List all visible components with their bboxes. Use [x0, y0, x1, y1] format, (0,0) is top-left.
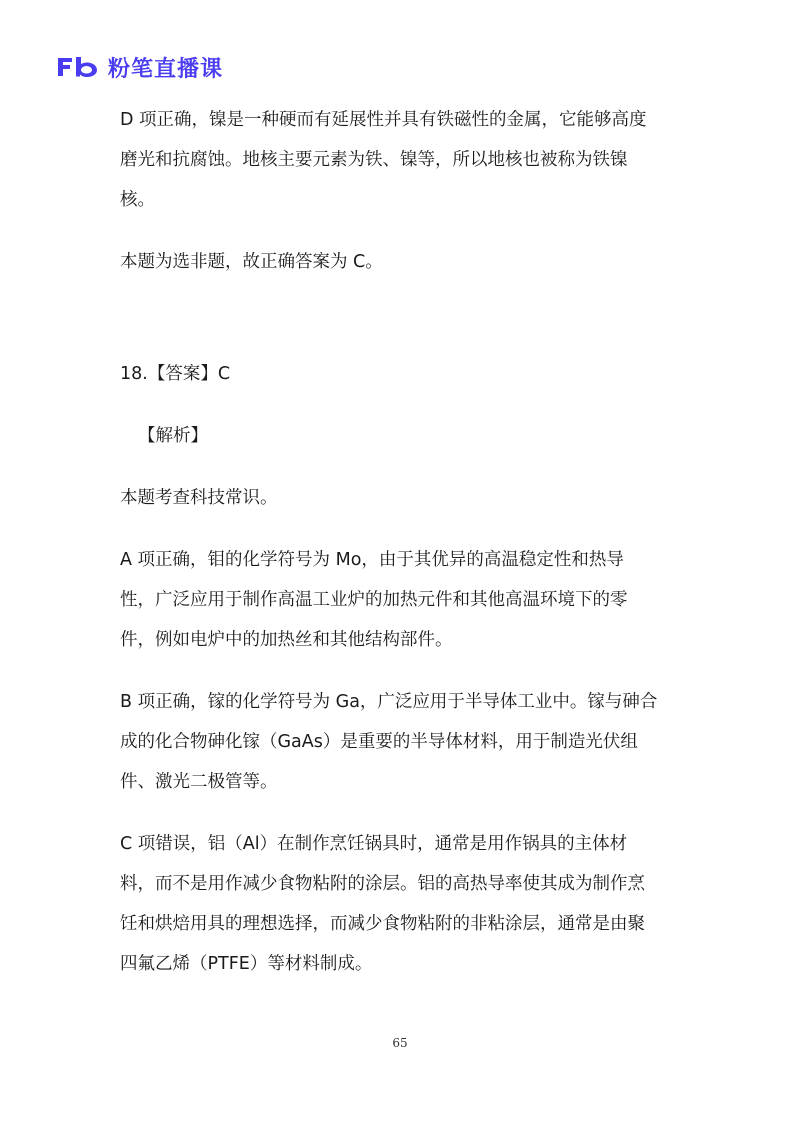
text-line: D 项正确，镍是一种硬而有延展性并具有铁磁性的金属，它能够高度	[120, 110, 647, 130]
section-spacer	[120, 304, 680, 354]
text-line: 磨光和抗腐蚀。地核主要元素为铁、镍等，所以地核也被称为铁镍	[120, 150, 628, 170]
text-line: 性，广泛应用于制作高温工业炉的加热元件和其他高温环境下的零	[120, 590, 628, 610]
paragraph-c-option	[120, 824, 680, 984]
text-line: 本题为选非题，故正确答案为 C。	[120, 252, 383, 272]
brand-header	[56, 50, 223, 84]
text-line: A 项正确，钼的化学符号为 Mo，由于其优异的高温稳定性和热导	[120, 550, 624, 570]
paragraph-a-option	[120, 540, 680, 660]
answer-heading: 18.【答案】C	[120, 364, 231, 384]
text-line: 件、激光二极管等。	[120, 772, 278, 792]
analysis-label: 【解析】	[138, 426, 208, 446]
text-line: 核。	[120, 190, 155, 210]
text-line: C 项错误，铝（Al）在制作烹饪锅具时，通常是用作锅具的主体材	[120, 834, 628, 854]
paragraph-d-option	[120, 100, 680, 220]
text-line: 本题考查科技常识。	[120, 488, 278, 508]
question-18-answer	[120, 354, 680, 394]
page-number: 65	[392, 1036, 408, 1050]
text-line: 料，而不是用作减少食物粘附的涂层。铝的高热导率使其成为制作烹	[120, 874, 645, 894]
paragraph-b-option	[120, 682, 680, 802]
text-line: B 项正确，镓的化学符号为 Ga，广泛应用于半导体工业中。镓与砷合	[120, 692, 658, 712]
text-line: 成的化合物砷化镓（GaAs）是重要的半导体材料，用于制造光伏组	[120, 732, 638, 752]
brand-name: 粉笔直播课	[108, 56, 224, 82]
analysis-heading	[120, 416, 680, 456]
paragraph-conclusion	[120, 242, 680, 282]
fb-logo-icon	[56, 55, 100, 79]
document-body	[120, 100, 680, 1006]
text-line: 饪和烘焙用具的理想选择，而减少食物粘附的非粘涂层，通常是由聚	[120, 914, 645, 934]
paragraph-topic	[120, 478, 680, 518]
text-line: 件，例如电炉中的加热丝和其他结构部件。	[120, 630, 453, 650]
text-line: 四氟乙烯（PTFE）等材料制成。	[120, 954, 373, 974]
